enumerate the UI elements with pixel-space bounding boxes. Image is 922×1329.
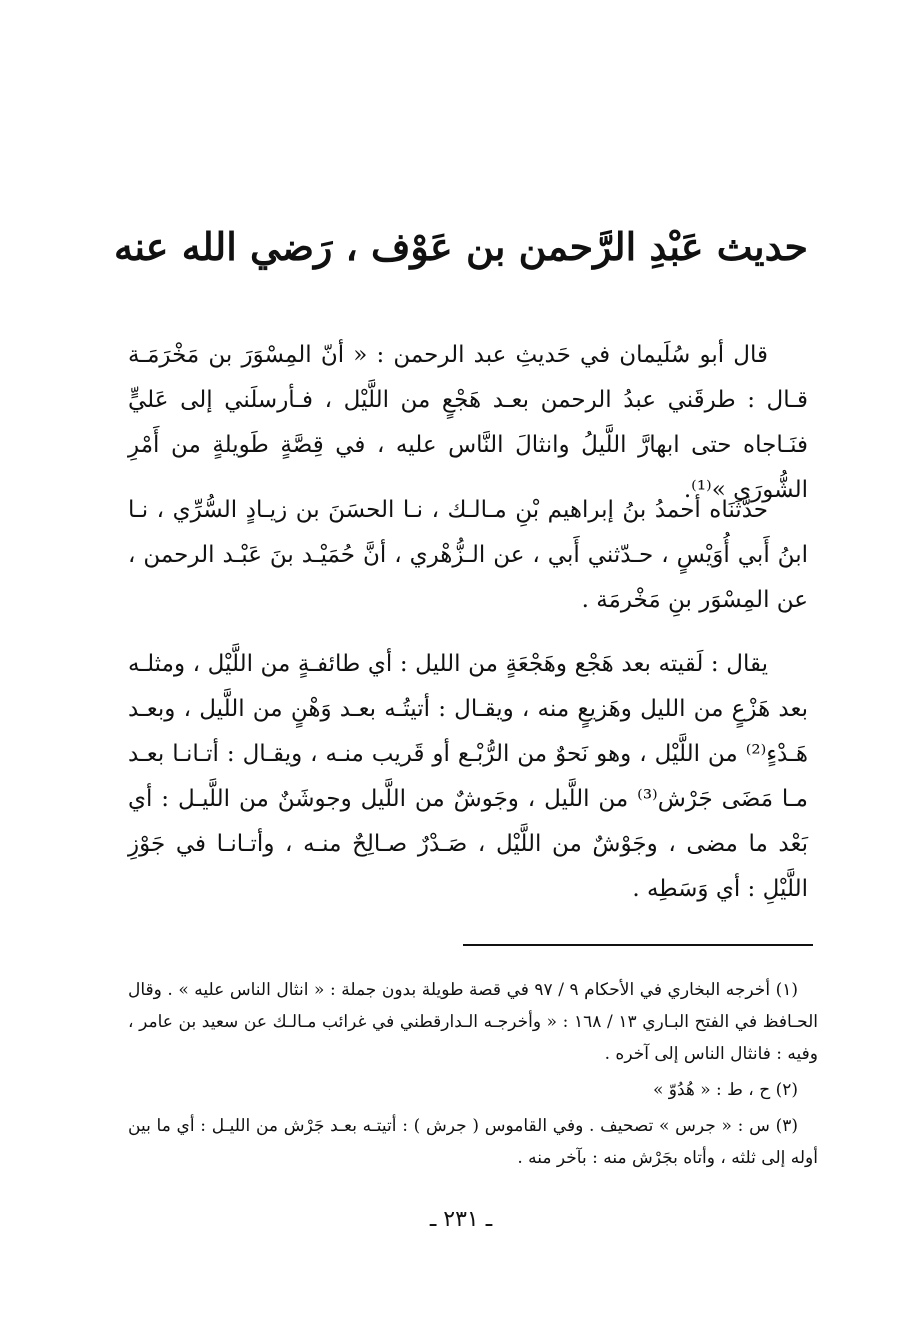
paragraph-3: يقال : لَقيته بعد هَجْع وهَجْعَةٍ من الليل : أي طائفـةٍ من اللَّيْل ، ومثلـه بعد هَزْعٍ من الليل وهَزيعٍ منه ، ويقـال : أتيتُـه بعـد وَهْنٍ من اللَّيل ، وبعـد هَـدْءٍ⁽²⁾ من اللَّيْل ، وهو نَحوٌ من الرُّبْـع أو قَريب منـه ، ويقـال : أتـانـا بعـد مـا مَضَى جَرْش⁽³⁾ من اللَّيل ، وجَوشٌ من اللَّيل وجوشَنٌ من اللَّيـل : أي بَعْد ما مضى ، وجَوْشٌ من اللَّيْل ، صَـدْرٌ صـالِحٌ منـه ، وأتـانـا في جَوْزِ اللَّيْلِ : أي وَسَطِه . — [128, 651, 808, 902]
footnote-3: (٣) س : « جرس » تصحيف . وفي القاموس ( جرش ) : أتيتـه بعـد جَرْش من الليـل : أي ما بين أوله إلى ثلثه ، وأتاه بجَرْش منه : بآخر منه . — [128, 1116, 818, 1168]
footnote-1: (١) أخرجه البخاري في الأحكام ٩ / ٩٧ في قصة طويلة بدون جملة : « انثال الناس عليه » . وقال الحـافظ في الفتح البـاري ١٣ / ١٦٨ : « وأخرجـه الـدارقطني في غرائب مـالـك عن سعيد بن عامر ، وفيه : فانثال الناس إلى آخره . — [128, 980, 818, 1064]
footnote-2: (٢) ح ، ط : « هُدُوّ » — [652, 1080, 798, 1100]
footnote-separator — [463, 944, 813, 946]
chapter-title: حديث عَبْدِ الرَّحمن بن عَوْف ، رَضي الله عنه — [113, 224, 809, 269]
page-number: ـ ٢٣١ ـ — [429, 1207, 493, 1232]
paragraph-1: قال أبو سُلَيمان في حَديثِ عبد الرحمن : « أنّ المِسْوَرَ بن مَخْرَمَـة قـال : طرقَني عبدُ الرحمن بعـد هَجْعٍ من اللَّيْل ، فـأرسلَني إلى عَليٍّ فنَـاجاه حتى ابهارَّ اللَّيلُ وانثالَ النَّاس عليه ، في قِصَّةٍ طَويلةٍ من أَمْرِ الشُّورَى »⁽¹⁾. — [128, 342, 808, 503]
paragraph-2: حدَّثَنَاه أحمدُ بنُ إبراهيم بْنِ مـالـك ، نـا الحسَنَ بن زيـادٍ السُّرِّي ، نـا ابنُ أَبي أُوَيْسٍ ، حـدّثني أَبي ، عن الـزُّهْري ، أنَّ حُمَيْـد بنَ عَبْـد الرحمن ، عن المِسْوَر بنِ مَخْرمَة . — [128, 497, 808, 613]
footnotes — [128, 974, 818, 1178]
